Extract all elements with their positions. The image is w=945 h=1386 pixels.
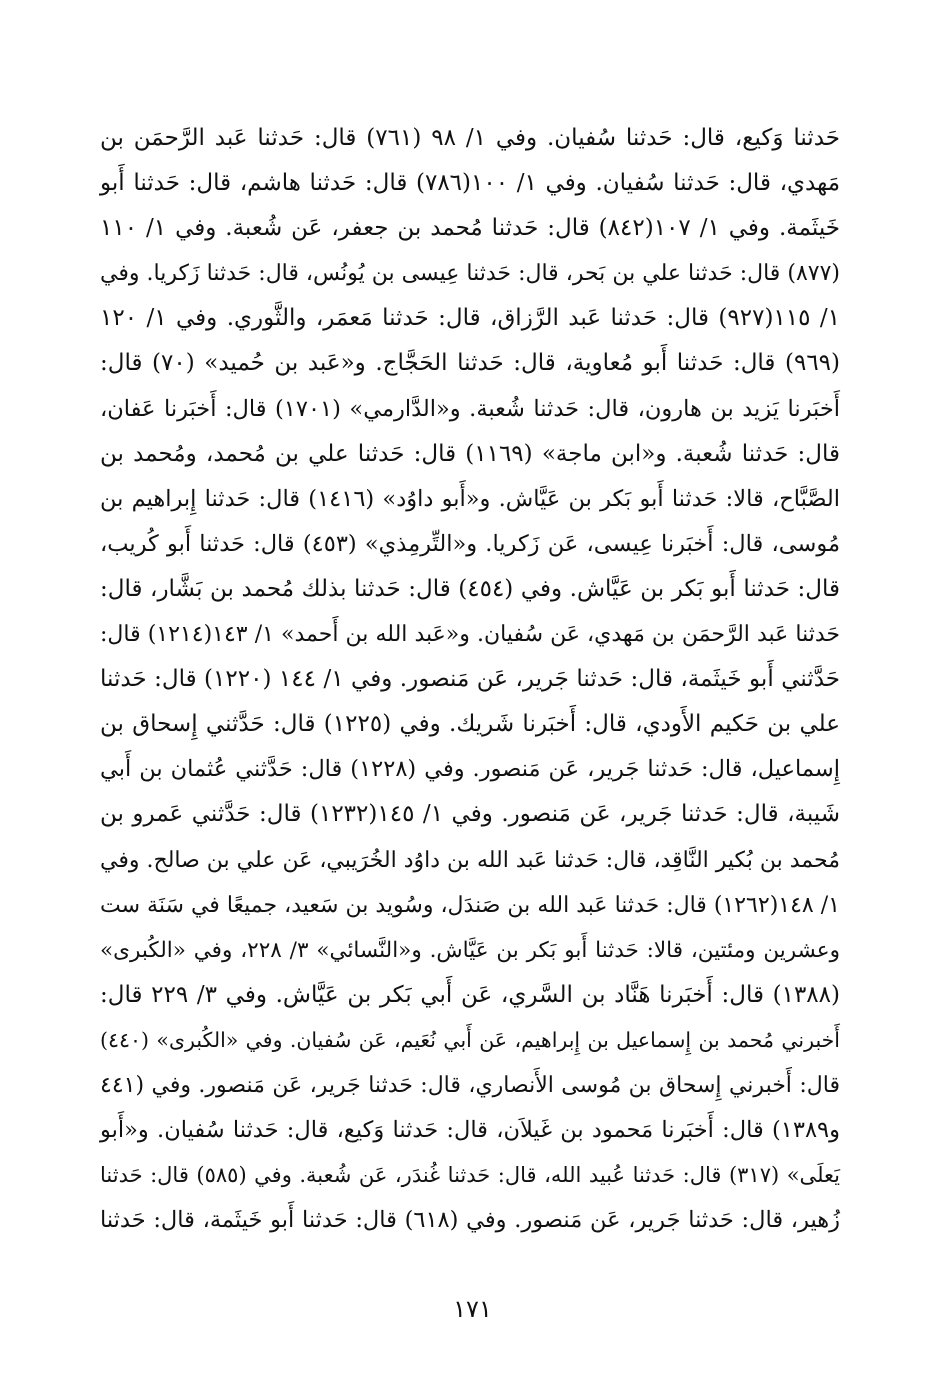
text-line-12: حَدثنا عَبد الرَّحمَن بن مَهدي، عَن سُفيان. و«عَبد الله بن أَحمد» ١/ ١٤٣(١٢١٤) قال: [100, 622, 841, 648]
text-line-7: أَخبَرنا يَزيد بن هارون، قال: حَدثنا شُعبة. و«الدَّارمي» (١٧٠١) قال: أَخبَرنا عَفان، [100, 395, 840, 422]
text-line-3: خَيثَمة. وفي ١/ ١٠٧(٨٤٢) قال: حَدثنا مُحمد بن جعفر، عَن شُعبة. وفي ١/ ١١٠ [100, 215, 841, 242]
text-line-9: الصَّبَّاح، قالا: حَدثنا أَبو بَكر بن عَيَّاش. و«أَبو داوُد» (١٤١٦) قال: حَدثنا إِبراهيم بن [100, 485, 840, 512]
text-line-15: إِسماعيل، قال: حَدثنا جَرير، عَن مَنصور. وفي (١٢٢٨) قال: حَدَّثني عُثمان بن أَبي [100, 756, 840, 783]
hadith-text-block [100, 116, 840, 1243]
text-line-11: قال: حَدثنا أَبو بَكر بن عَيَّاش. وفي (٤٥٤) قال: حَدثنا بذلك مُحمد بن بَشَّار، قال: [100, 575, 840, 602]
text-line-17: مُحمد بن بُكير النَّاقِد، قال: حَدثنا عَبد الله بن داوُد الخُرَيبي، عَن علي بن صالح. وفي [100, 847, 840, 873]
text-line-16: شَيبة، قال: حَدثنا جَرير، عَن مَنصور. وفي ١/ ١٤٥(١٢٣٢) قال: حَدَّثني عَمرو بن [100, 801, 840, 828]
text-line-22: قال: أَخبرني إِسحاق بن مُوسى الأَنصاري، قال: حَدثنا جَرير، عَن مَنصور. وفي (٤٤١ [100, 1072, 840, 1098]
text-line-13: حَدَّثني أَبو خَيثَمة، قال: حَدثنا جَرير، عَن مَنصور. وفي ١/ ١٤٤ (١٢٢٠) قال: حَدثنا [100, 666, 840, 693]
text-line-6: (٩٦٩) قال: حَدثنا أَبو مُعاوية، قال: حَدثنا الحَجَّاج. و«عَبد بن حُميد» (٧٠) قال: [100, 350, 841, 377]
text-line-24: يَعلَى» (٣١٧) قال: حَدثنا عُبيد الله، قال: حَدثنا غُندَر، عَن شُعبة. وفي (٥٨٥) قال: حَدثنا [100, 1163, 840, 1188]
text-line-2: مَهدي، قال: حَدثنا سُفيان. وفي ١/ ١٠٠(٧٨٦) قال: حَدثنا هاشم، قال: حَدثنا أَبو [100, 170, 841, 197]
text-line-18: ١/ ١٤٨(١٢٦٢) قال: حَدثنا عَبد الله بن صَندَل، وسُويد بن سَعيد، جميعًا في سَنَة ست [100, 892, 840, 918]
page-number: ١٧١ [453, 1295, 492, 1323]
text-line-23: و١٣٨٩) قال: أَخبَرنا مَحمود بن غَيلاَن، قال: حَدثنا وَكيع، قال: حَدثنا سُفيان. و«أَبو [100, 1117, 840, 1144]
text-line-8: قال: حَدثنا شُعبة. و«ابن ماجة» (١١٦٩) قال: حَدثنا علي بن مُحمد، ومُحمد بن [100, 440, 841, 467]
text-line-5: ١/ ١١٥(٩٢٧) قال: حَدثنا عَبد الرَّزاق، قال: حَدثنا مَعمَر، والثَّوري. وفي ١/ ١٢٠ [100, 305, 841, 332]
text-line-14: علي بن حَكيم الأَودي، قال: أَخبَرنا شَريك. وفي (١٢٢٥) قال: حَدَّثني إِسحاق بن [100, 711, 840, 738]
text-line-20: (١٣٨٨) قال: أَخبَرنا هَنَّاد بن السَّري، عَن أَبي بَكر بن عَيَّاش. وفي ٣/ ٢٢٩ قال: [100, 981, 840, 1008]
text-line-19: وعشرين ومئتين، قالا: حَدثنا أَبو بَكر بن عَيَّاش. و«النَّسائي» ٣/ ٢٢٨، وفي «الكُبرى» [100, 937, 840, 963]
text-line-4: (٨٧٧) قال: حَدثنا علي بن بَحر، قال: حَدثنا عِيسى بن يُونُس، قال: حَدثنا زَكريا. وفي [100, 261, 840, 287]
text-line-21: أَخبرني مُحمد بن إِسماعيل بن إِبراهيم، عَن أَبي نُعَيم، عَن سُفيان. وفي «الكُبرى» (٤٤٠) [100, 1027, 840, 1052]
text-line-1: حَدثنا وَكيع، قال: حَدثنا سُفيان. وفي ١/ ٩٨ (٧٦١) قال: حَدثنا عَبد الرَّحمَن بن [100, 125, 840, 151]
text-line-10: مُوسى، قال: أَخبَرنا عِيسى، عَن زَكريا. و«التِّرمِذي» (٤٥٣) قال: حَدثنا أَبو كُريب، [100, 530, 840, 557]
text-line-25: زُهير، قال: حَدثنا جَرير، عَن مَنصور. وفي (٦١٨) قال: حَدثنا أَبو خَيثَمة، قال: حَدثنا [100, 1207, 841, 1234]
